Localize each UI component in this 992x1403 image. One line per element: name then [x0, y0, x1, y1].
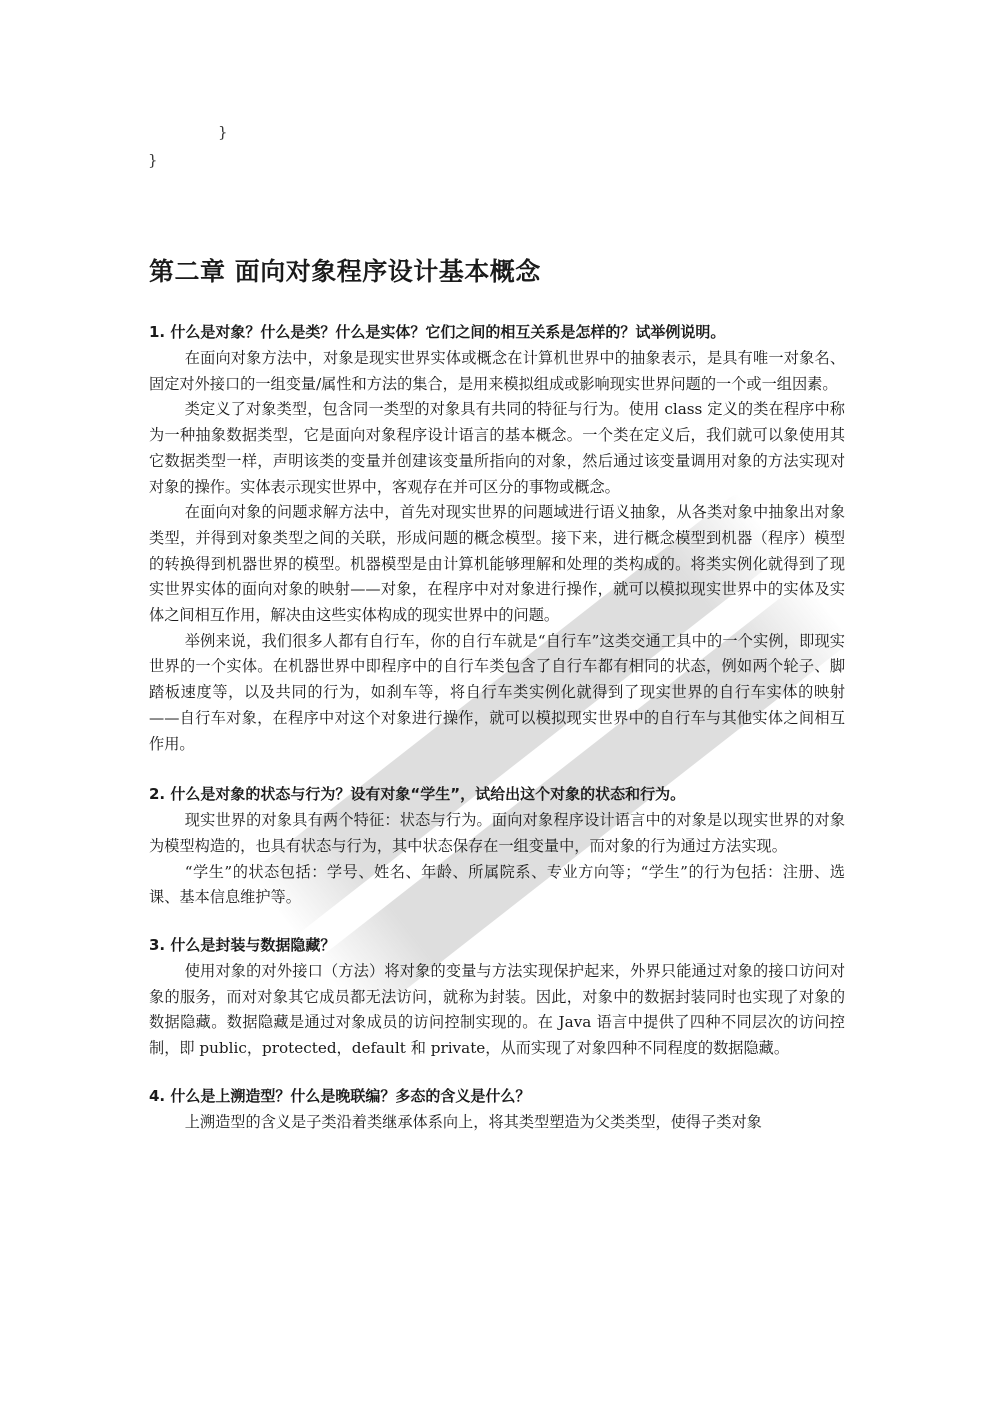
- section-spacer: [149, 911, 845, 931]
- answer-block: [149, 1110, 845, 1136]
- answer-paragraph: 举例来说，我们很多人都有自行车，你的自行车就是“自行车”这类交通工具中的一个实例，即现实世界的一个实体。在机器世界中即程序中的自行车类包含了自行车都有相同的状态，例如两个轮子、脚踏板速度等，以及共同的行为，如刹车等，将自行车类实例化就得到了现实世界的自行车实体的映射——自行车对象，在程序中对这个对象进行操作，就可以模拟现实世界中的自行车与其他实体之间相互作用。: [149, 631, 845, 753]
- section-q2: [149, 780, 845, 911]
- question-heading: 1. 什么是对象？什么是类？什么是实体？它们之间的相互关系是怎样的？试举例说明。: [149, 323, 726, 341]
- section-spacer: [149, 1062, 845, 1082]
- question-heading: 3. 什么是封装与数据隐藏？: [149, 936, 336, 955]
- answer-paragraph: 上溯造型的含义是子类沿着类继承体系向上，将其类型塑造为父类类型，使得子类对象: [184, 1112, 762, 1131]
- question-heading: 4. 什么是上溯造型？什么是晚联编？多态的含义是什么？: [149, 1086, 531, 1105]
- section-q4: [149, 1082, 845, 1136]
- answer-block: [149, 959, 845, 1062]
- section-q1: [149, 318, 845, 757]
- answer-paragraph: 现实世界的对象具有两个特征：状态与行为。面向对象程序设计语言中的对象是以现实世界的对象为模型构造的，也具有状态与行为，其中状态保存在一组变量中，而对象的行为通过方法实现。: [149, 811, 845, 855]
- answer-paragraph: 使用对象的对外接口（方法）将对象的变量与方法实现保护起来，外界只能通过对象的接口访问对象的服务，而对对象其它成员都无法访问，就称为封装。因此，对象中的数据封装同时也实现了对象的数据隐藏。数据隐藏是通过对象成员的访问控制实现的。在 Java 语言中提供了四种不同层次的访问控制，即 public，protected，default 和 private，从而实现了对象四种不同程度的数据隐藏。: [149, 962, 845, 1058]
- answer-paragraph: 在面向对象的问题求解方法中，首先对现实世界的问题域进行语义抽象，从各类对象中抽象出对象类型，并得到对象类型之间的关联，形成问题的概念模型。接下来，进行概念模型到机器（程序）模型的转换得到机器世界的模型。机器模型是由计算机能够理解和处理的类构成的。将类实例化就得到了现实世界实体的面向对象的映射——对象，在程序中对对象进行操作，就可以模拟现实世界中的实体及实体之间相互作用，解决由这些实体构成的现实世界中的问题。: [149, 503, 845, 625]
- chapter-title: 第二章 面向对象程序设计基本概念: [149, 257, 541, 286]
- code-closing-brace: }: [218, 123, 228, 141]
- answer-block: [149, 346, 845, 757]
- section-spacer: [149, 757, 845, 780]
- document-body: [149, 318, 845, 1136]
- answer-paragraph: “学生”的状态包括：学号、姓名、年龄、所属院系、专业方向等；“学生”的行为包括：注册、选课、基本信息维护等。: [149, 862, 845, 907]
- question-heading: 2. 什么是对象的状态与行为？设有对象“学生”，试给出这个对象的状态和行为。: [149, 785, 686, 804]
- section-q3: [149, 931, 845, 1062]
- answer-paragraph: 在面向对象方法中，对象是现实世界实体或概念在计算机世界中的抽象表示，是具有唯一对象名、固定对外接口的一组变量/属性和方法的集合，是用来模拟组成或影响现实世界问题的一个或一组因素。: [149, 349, 845, 393]
- code-closing-brace: }: [148, 151, 158, 169]
- answer-paragraph: 类定义了对象类型，包含同一类型的对象具有共同的特征与行为。使用 class 定义的类在程序中称为一种抽象数据类型，它是面向对象程序设计语言的基本概念。一个类在定义后，我们就可以象使用其它数据类型一样，声明该类的变量并创建该变量所指向的对象，然后通过该变量调用对象的方法实现对对象的操作。实体表示现实世界中，客观存在并可区分的事物或概念。: [149, 400, 845, 496]
- answer-block: [149, 808, 845, 911]
